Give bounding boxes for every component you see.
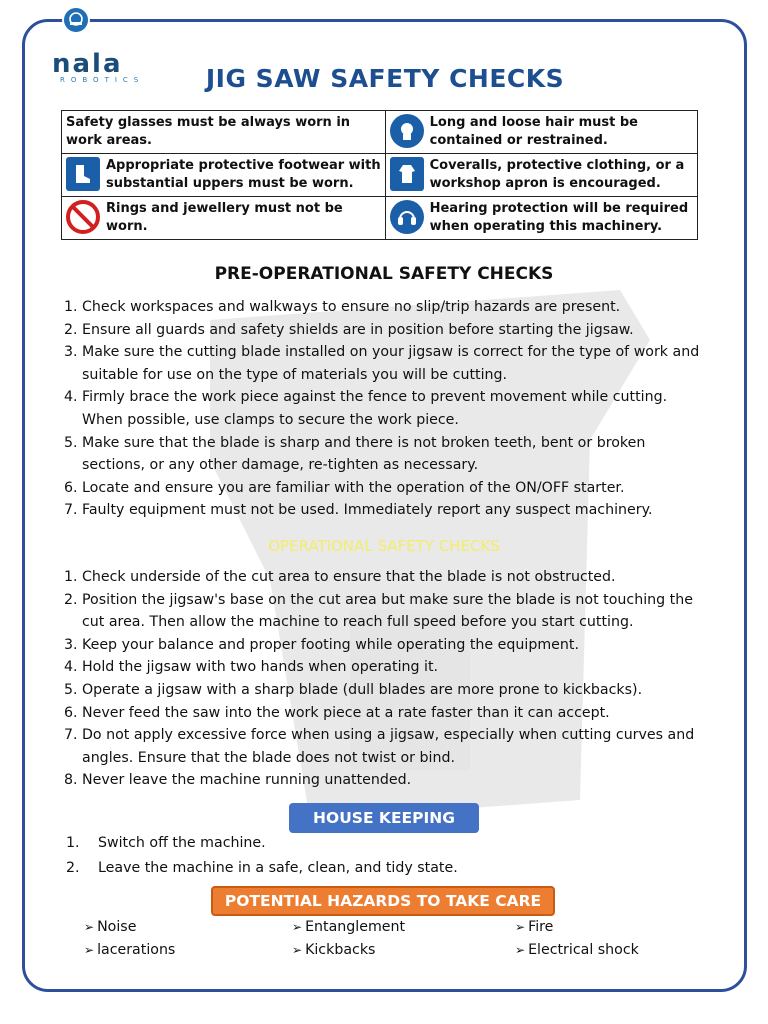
hazard-item: ➢ Noise: [84, 919, 137, 935]
ppe-text: Coveralls, protective clothing, or a workshop apron is encouraged.: [429, 158, 685, 191]
pre-operational-heading: PRE-OPERATIONAL SAFETY CHECKS: [214, 264, 554, 284]
ppe-text: Hearing protection will be required when operating this machinery.: [429, 201, 689, 234]
arrow-bullet-icon: ➢: [84, 920, 95, 934]
ppe-cell: [62, 154, 386, 197]
arrow-bullet-icon: ➢: [84, 943, 95, 957]
ppe-text: Rings and jewellery must not be worn.: [106, 201, 343, 234]
arrow-bullet-icon: ➢: [292, 943, 303, 957]
coverall-icon: [390, 157, 424, 191]
ppe-cell: [385, 111, 697, 154]
nala-robotics-logo: nala ROBOTICS: [52, 49, 145, 84]
list-item: 2. Leave the machine in a safe, clean, and tidy state.: [66, 860, 458, 876]
list-item: 3. Make sure the cutting blade installed on your jigsaw is correct for the type of work and suitable for use on the type of materials you will be cutting.: [64, 344, 700, 383]
list-item: 8. Never leave the machine running unattended.: [64, 772, 412, 789]
hazard-item: ➢ Electrical shock: [515, 942, 639, 958]
operational-list: [64, 566, 709, 792]
safety-boot-icon: [66, 157, 100, 191]
list-item: 5. Operate a jigsaw with a sharp blade (dull blades are more prone to kickbacks).: [64, 681, 643, 698]
operational-heading: OPERATIONAL SAFETY CHECKS: [268, 537, 500, 555]
hair-net-icon: [390, 114, 424, 148]
list-item: 1. Check workspaces and walkways to ensure no slip/trip hazards are present.: [64, 299, 621, 315]
ppe-cell: [62, 197, 386, 240]
list-item: 7. Faulty equipment must not be used. Immediately report any suspect machinery.: [64, 502, 653, 519]
list-item: 2. Ensure all guards and safety shields are in position before starting the jigsaw.: [64, 321, 634, 338]
list-item: 6. Never feed the saw into the work piece at a rate faster than it can accept.: [64, 704, 610, 721]
list-item: 3. Keep your balance and proper footing while operating the equipment.: [64, 636, 579, 653]
arrow-bullet-icon: ➢: [292, 920, 303, 934]
ppe-cell: [62, 111, 386, 154]
ppe-text: Appropriate protective footwear with substantial uppers must be worn.: [106, 158, 381, 191]
pre-operational-list: [64, 296, 709, 522]
ppe-text: Long and loose hair must be contained or restrained.: [429, 115, 638, 148]
list-item: 6. Locate and ensure you are familiar with the operation of the ON/OFF starter.: [64, 479, 625, 496]
house-keeping-heading: HOUSE KEEPING: [289, 803, 479, 833]
list-item: 5. Make sure that the blade is sharp and there is not broken teeth, bent or broken sections, or any other damage, re-tighten as necessary.: [64, 434, 646, 474]
page-title: JIG SAW SAFETY CHECKS: [205, 64, 565, 93]
list-item: 2. Position the jigsaw's base on the cut area but make sure the blade is not touching the cut area. Then allow the machine to reach full speed before you start cutting.: [64, 591, 693, 631]
ppe-cell: [385, 154, 697, 197]
ppe-cell: [385, 197, 697, 240]
hazard-item: ➢ Entanglement: [292, 919, 406, 935]
list-item: 4. Firmly brace the work piece against the fence to prevent movement while cutting. When possible, use clamps to secure the work piece.: [64, 389, 668, 428]
no-jewellery-icon: [66, 200, 100, 234]
ear-protection-icon: [390, 200, 424, 234]
ppe-table: [61, 110, 698, 240]
hazards-heading: POTENTIAL HAZARDS TO TAKE CARE: [211, 886, 555, 916]
arrow-bullet-icon: ➢: [515, 920, 526, 934]
list-item: 7. Do not apply excessive force when using a jigsaw, especially when cutting curves and angles. Ensure that the blade does not twist or bind.: [64, 727, 695, 766]
ppe-text: Safety glasses must be always worn in work areas.: [66, 115, 351, 148]
hazard-item: ➢ Fire: [515, 919, 554, 935]
helmet-badge-icon: [62, 6, 90, 34]
house-keeping-list: [66, 831, 458, 881]
hazard-item: ➢ lacerations: [84, 942, 176, 958]
hazard-item: ➢ Kickbacks: [292, 942, 376, 958]
list-item: 4. Hold the jigsaw with two hands when operating it.: [64, 659, 439, 676]
list-item: 1. Switch off the machine.: [66, 835, 266, 851]
arrow-bullet-icon: ➢: [515, 943, 526, 957]
list-item: 1. Check underside of the cut area to ensure that the blade is not obstructed.: [64, 569, 616, 585]
